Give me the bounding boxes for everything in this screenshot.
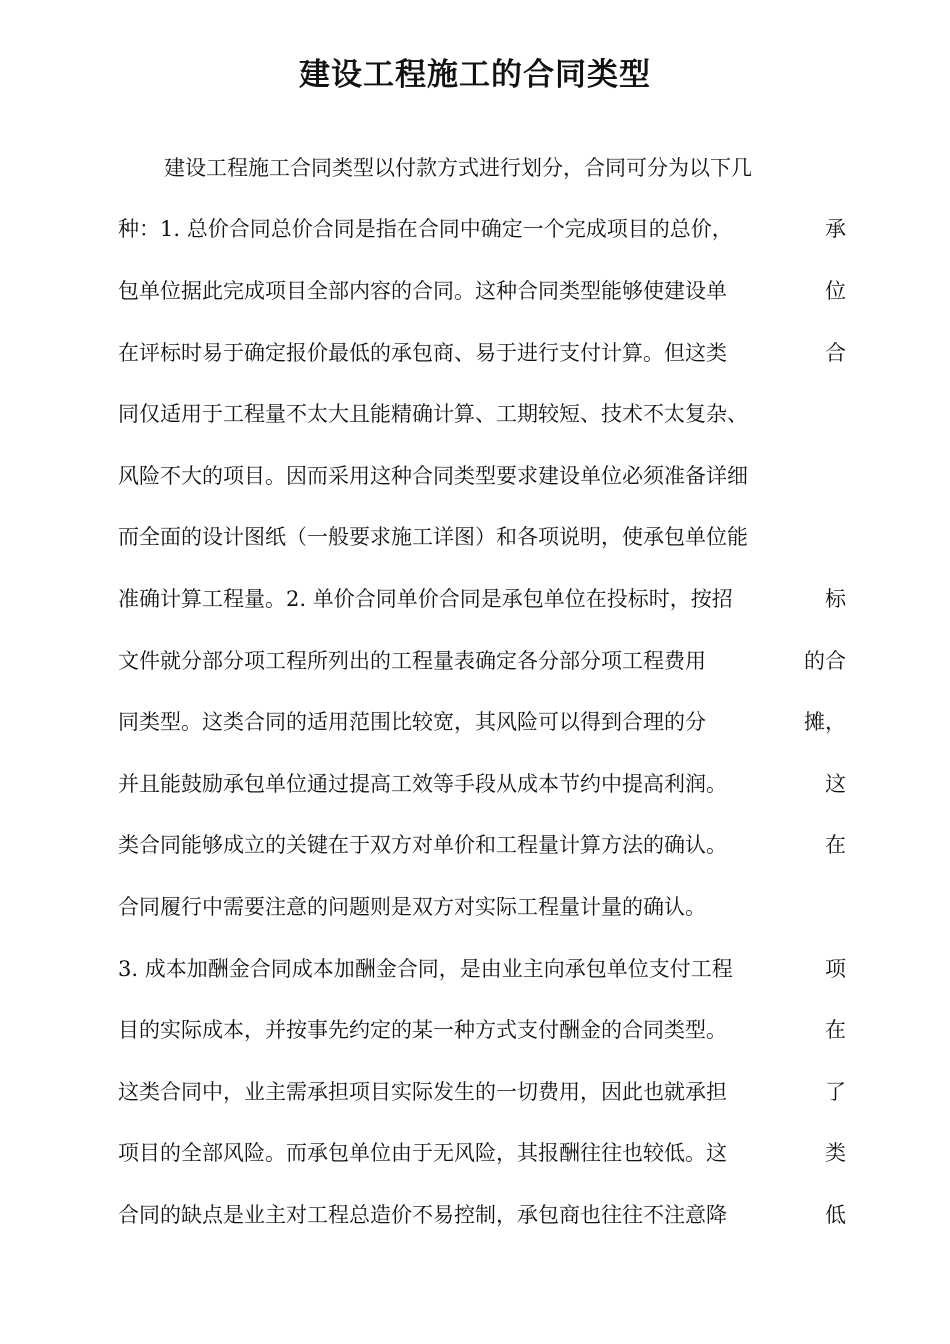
text-line <box>118 752 846 814</box>
text-segment: 风险不大的项目。因而采用这种合同类型要求建设单位必须准备详细 <box>118 463 748 488</box>
text-line <box>118 1122 846 1184</box>
text-line <box>118 998 846 1060</box>
text-segment: 低 <box>825 1202 846 1227</box>
text-segment: 项目的全部风险。而承包单位由于无风险，其报酬往往也较低。这 <box>118 1141 727 1166</box>
document-body <box>118 136 846 1245</box>
text-line <box>118 444 846 506</box>
text-line <box>118 629 846 691</box>
text-line <box>118 1183 846 1245</box>
text-segment: 类 <box>825 1141 846 1166</box>
text-segment: 标 <box>825 586 846 611</box>
text-line <box>118 506 846 568</box>
text-segment: 项 <box>825 956 846 981</box>
text-line <box>118 382 846 444</box>
text-segment: 而全面的设计图纸（一般要求施工详图）和各项说明，使承包单位能 <box>118 525 748 550</box>
text-segment: 3. 成本加酬金合同成本加酬金合同，是由业主向承包单位支付工程 <box>118 956 733 981</box>
text-line <box>118 937 846 999</box>
text-segment: 在 <box>825 833 846 858</box>
text-segment: 合 <box>825 340 846 365</box>
text-segment: 合同的缺点是业主对工程总造价不易控制，承包商也往往不注意降 <box>118 1202 727 1227</box>
text-segment: 在 <box>825 1018 846 1043</box>
text-segment: 类合同能够成立的关键在于双方对单价和工程量计算方法的确认。 <box>118 833 727 858</box>
text-segment: 准确计算工程量。2. 单价合同单价合同是承包单位在投标时，按招 <box>118 586 733 611</box>
text-line <box>118 875 846 937</box>
text-line <box>118 1060 846 1122</box>
text-segment: 同类型。这类合同的适用范围比较宽，其风险可以得到合理的分 <box>118 710 706 735</box>
text-line <box>118 814 846 876</box>
text-segment: 摊， <box>804 710 846 735</box>
text-segment: 文件就分部分项工程所列出的工程量表确定各分部分项工程费用 <box>118 648 706 673</box>
text-segment: 位 <box>825 278 846 303</box>
text-line <box>118 259 846 321</box>
text-segment: 合同履行中需要注意的问题则是双方对实际工程量计量的确认。 <box>118 894 706 919</box>
text-line <box>118 321 846 383</box>
text-line <box>118 198 846 260</box>
text-line <box>118 567 846 629</box>
text-segment: 承 <box>825 217 846 242</box>
text-segment: 建设工程施工合同类型以付款方式进行划分，合同可分为以下几 <box>164 155 752 180</box>
text-segment: 这 <box>825 771 846 796</box>
text-segment: 包单位据此完成项目全部内容的合同。这种合同类型能够使建设单 <box>118 278 727 303</box>
text-segment: 目的实际成本，并按事先约定的某一种方式支付酬金的合同类型。 <box>118 1018 727 1043</box>
text-segment: 并且能鼓励承包单位通过提高工效等手段从成本节约中提高利润。 <box>118 771 727 796</box>
text-segment: 同仅适用于工程量不太大且能精确计算、工期较短、技术不太复杂、 <box>118 402 748 427</box>
text-line <box>118 136 846 198</box>
text-line <box>118 690 846 752</box>
text-segment: 了 <box>825 1079 846 1104</box>
text-segment: 在评标时易于确定报价最低的承包商、易于进行支付计算。但这类 <box>118 340 727 365</box>
document-title: 建设工程施工的合同类型 <box>299 57 651 93</box>
text-segment: 这类合同中，业主需承担项目实际发生的一切费用，因此也就承担 <box>118 1079 727 1104</box>
text-segment: 种：1. 总价合同总价合同是指在合同中确定一个完成项目的总价， <box>118 217 733 242</box>
text-segment: 的合 <box>804 648 846 673</box>
